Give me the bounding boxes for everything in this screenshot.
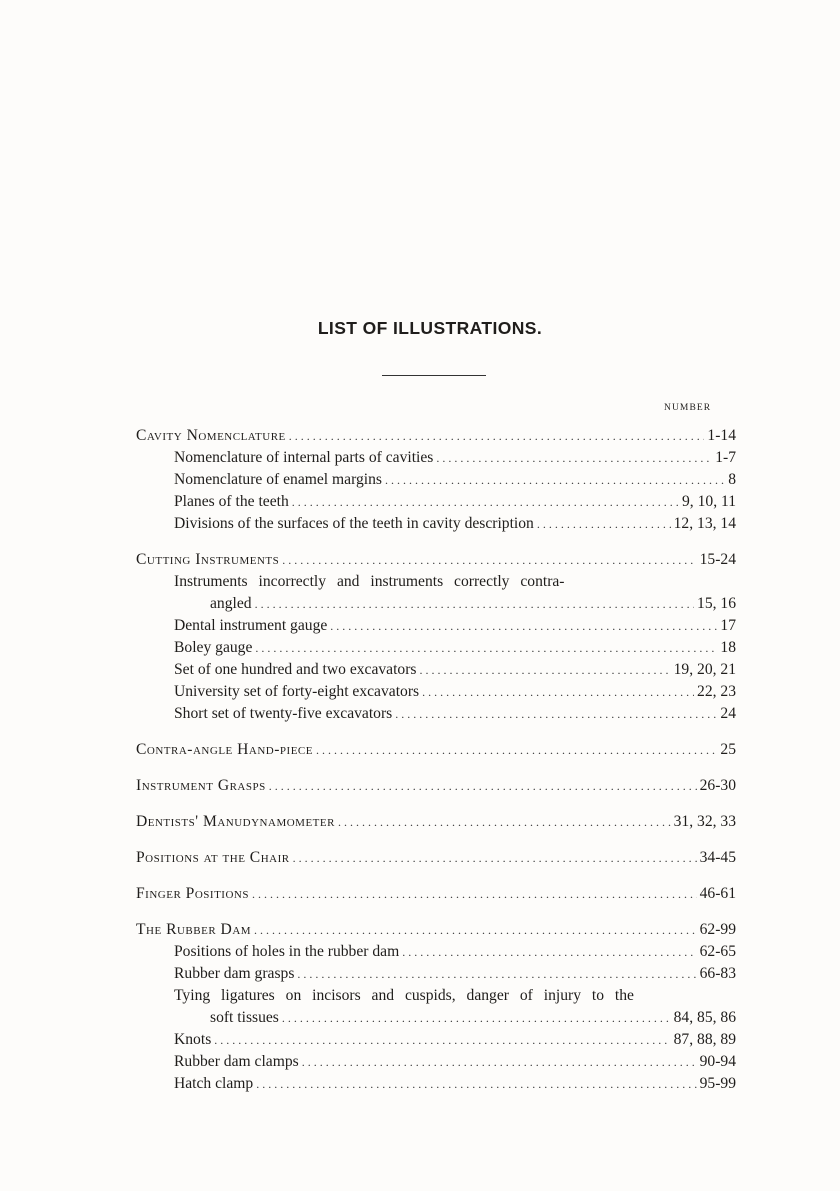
entry-number: 9, 10, 11 — [682, 493, 736, 510]
toc-sub-entry-continuation — [136, 593, 736, 615]
toc-section-entry — [136, 919, 736, 941]
dot-leader — [282, 1007, 671, 1029]
dot-leader — [256, 1073, 696, 1095]
dot-leader — [302, 1051, 697, 1073]
toc-sub-entry-wrapped-line: Tying ligatures on incisors and cuspids, danger of injury to the — [174, 987, 634, 1004]
toc-sub-entry — [136, 491, 736, 513]
toc-sub-entry-wrapped-line: Instruments incorrectly and instruments correctly contra- — [174, 573, 565, 590]
toc-sub-entry-continuation — [136, 1007, 736, 1029]
entry-number: 15-24 — [699, 551, 736, 568]
entry-label: Dental instrument gauge — [174, 617, 328, 634]
entry-number: 17 — [720, 617, 736, 634]
toc-section-entry — [136, 883, 736, 905]
entry-label: Divisions of the surfaces of the teeth in cavity description — [174, 515, 534, 532]
entry-number: 90-94 — [699, 1053, 736, 1070]
entry-number: 8 — [728, 471, 736, 488]
entry-number: 95-99 — [699, 1075, 736, 1092]
entry-label: University set of forty-eight excavators — [174, 683, 420, 700]
illustrations-list — [136, 425, 736, 1095]
dot-leader — [420, 659, 671, 681]
dot-leader — [254, 919, 697, 941]
entry-number: 22, 23 — [697, 683, 736, 700]
toc-section-entry — [136, 549, 736, 571]
entry-label: Positions at the Chair — [136, 849, 290, 866]
entry-label: Instrument Grasps — [136, 777, 266, 794]
entry-label: Set of one hundred and two excavators — [174, 661, 417, 678]
dot-leader — [395, 703, 717, 725]
entry-label: Cavity Nomenclature — [136, 427, 286, 444]
dot-leader — [255, 593, 694, 615]
entry-label: Boley gauge — [174, 639, 253, 656]
toc-section-entry — [136, 425, 736, 447]
dot-leader — [385, 469, 725, 491]
dot-leader — [269, 775, 697, 797]
entry-label: The Rubber Dam — [136, 921, 252, 938]
entry-number: 34-45 — [699, 849, 736, 866]
entry-label: Contra-angle Hand-piece — [136, 741, 313, 758]
entry-number: 1-14 — [707, 427, 736, 444]
toc-section-entry — [136, 847, 736, 869]
entry-number: 19, 20, 21 — [673, 661, 736, 678]
column-header-number: NUMBER — [664, 403, 712, 413]
entry-number: 1-7 — [715, 449, 736, 466]
entry-number: 66-83 — [699, 965, 736, 982]
dot-leader — [293, 847, 697, 869]
toc-sub-entry — [136, 703, 736, 725]
dot-leader — [338, 811, 671, 833]
entry-label: Finger Positions — [136, 885, 249, 902]
entry-label: Rubber dam grasps — [174, 965, 295, 982]
dot-leader — [436, 447, 712, 469]
dot-leader — [252, 883, 697, 905]
page-title: LIST OF ILLUSTRATIONS. — [317, 318, 543, 338]
entry-number: 24 — [720, 705, 736, 722]
dot-leader — [214, 1029, 670, 1051]
entry-label: Short set of twenty-five excavators — [174, 705, 393, 722]
toc-section-entry — [136, 811, 736, 833]
dot-leader — [282, 549, 696, 571]
toc-section-entry — [136, 775, 736, 797]
entry-number: 62-99 — [699, 921, 736, 938]
entry-label: Rubber dam clamps — [174, 1053, 299, 1070]
dot-leader — [316, 739, 717, 761]
toc-section-entry — [136, 739, 736, 761]
toc-sub-entry — [136, 659, 736, 681]
entry-label: soft tissues — [210, 1009, 279, 1026]
entry-number: 46-61 — [699, 885, 736, 902]
entry-label: Nomenclature of internal parts of cavities — [174, 449, 434, 466]
dot-leader — [330, 615, 717, 637]
entry-label: Dentists' Manudynamometer — [136, 813, 335, 830]
toc-sub-entry — [136, 963, 736, 985]
toc-sub-entry — [136, 1051, 736, 1073]
toc-sub-entry — [136, 637, 736, 659]
entry-label: angled — [210, 595, 252, 612]
entry-label: Planes of the teeth — [174, 493, 289, 510]
entry-number: 18 — [720, 639, 736, 656]
entry-number: 26-30 — [699, 777, 736, 794]
entry-number: 31, 32, 33 — [673, 813, 736, 830]
entry-number: 87, 88, 89 — [673, 1031, 736, 1048]
entry-label: Hatch clamp — [174, 1075, 254, 1092]
toc-sub-entry — [136, 447, 736, 469]
entry-label: Positions of holes in the rubber dam — [174, 943, 400, 960]
entry-label: Nomenclature of enamel margins — [174, 471, 382, 488]
dot-leader — [292, 491, 679, 513]
toc-sub-entry — [136, 681, 736, 703]
toc-sub-entry — [136, 1073, 736, 1095]
toc-sub-entry — [136, 941, 736, 963]
dot-leader — [255, 637, 717, 659]
toc-sub-entry — [136, 1029, 736, 1051]
dot-leader — [289, 425, 705, 447]
dot-leader — [402, 941, 696, 963]
entry-number: 15, 16 — [697, 595, 736, 612]
toc-sub-entry — [136, 615, 736, 637]
toc-sub-entry — [136, 513, 736, 535]
entry-number: 25 — [720, 741, 736, 758]
dot-leader — [297, 963, 696, 985]
entry-number: 84, 85, 86 — [673, 1009, 736, 1026]
dot-leader — [537, 513, 671, 535]
entry-label: Knots — [174, 1031, 212, 1048]
dot-leader — [422, 681, 694, 703]
entry-number: 62-65 — [699, 943, 736, 960]
entry-label: Cutting Instruments — [136, 551, 280, 568]
title-rule — [382, 375, 486, 376]
toc-sub-entry — [136, 469, 736, 491]
entry-number: 12, 13, 14 — [673, 515, 736, 532]
